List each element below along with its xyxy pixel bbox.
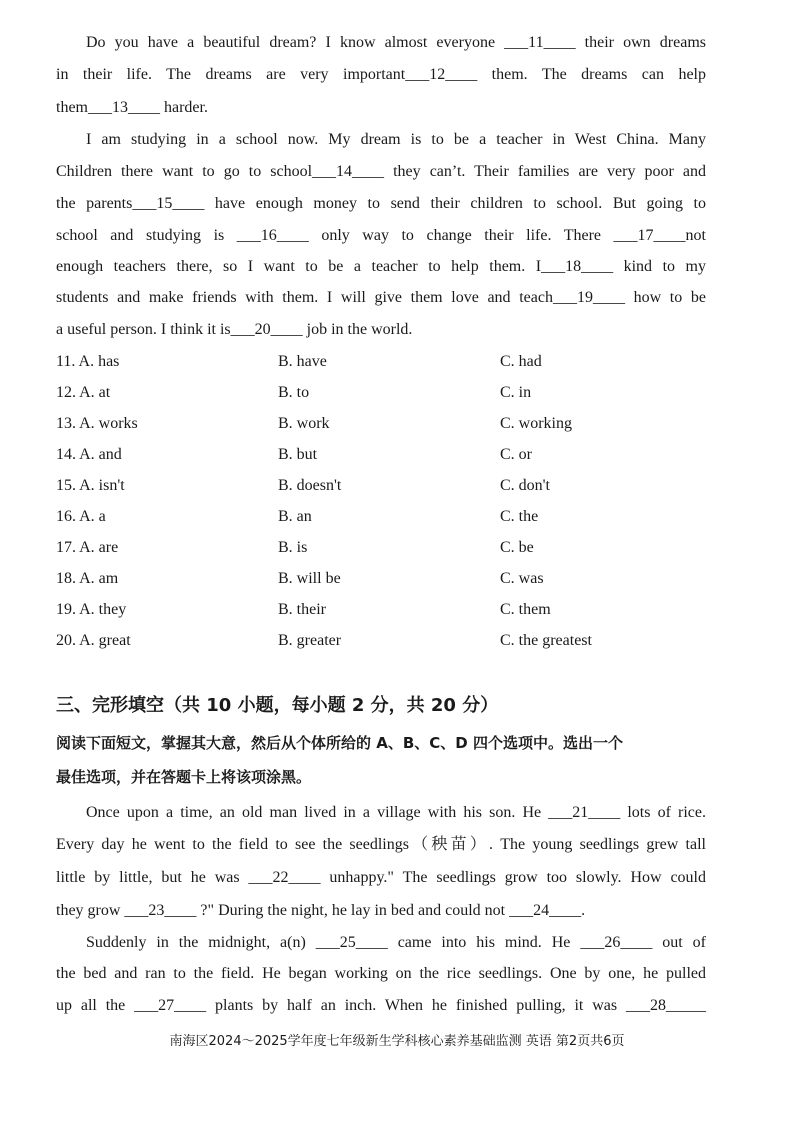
passage2-line-6: the bed and ran to the field. He began working on the rice seedlings. One by one, he pulled	[56, 965, 706, 982]
passage2-line-7: up all the ___27____ plants by half an inch. When he finished pulling, it was ___28_____	[56, 997, 706, 1014]
option-c: C. or	[500, 446, 532, 463]
option-c: C. was	[500, 570, 544, 587]
passage1-line-1: Do you have a beautiful dream? I know almost everyone ___11____ their own dreams	[86, 34, 706, 51]
option-row-12	[56, 383, 706, 403]
option-a: 19. A. they	[56, 601, 127, 618]
option-row-14	[56, 445, 706, 465]
option-a: 13. A. works	[56, 415, 138, 432]
passage1-line-2: in their life. The dreams are very important___12____ them. The dreams can help	[56, 66, 706, 83]
passage2-line-3: little by little, but he was ___22____ unhappy." The seedlings grow too slowly. How could	[56, 869, 706, 886]
passage1-line-6: the parents___15____ have enough money to send their children to school. But going to	[56, 195, 706, 212]
passage1-line-9: students and make friends with them. I will give them love and teach___19____ how to be	[56, 289, 706, 306]
option-row-18	[56, 569, 706, 589]
passage2-line-5: Suddenly in the midnight, a(n) ___25____ came into his mind. He ___26____ out of	[86, 934, 706, 951]
passage1-line-3: them___13____ harder.	[56, 99, 208, 116]
option-c: C. them	[500, 601, 551, 618]
option-c: C. working	[500, 415, 572, 432]
option-b: B. doesn't	[278, 477, 342, 494]
option-a: 18. A. am	[56, 570, 119, 587]
option-row-16	[56, 507, 706, 527]
section-heading: 三、完形填空（共 10 小题，每小题 2 分，共 20 分）	[56, 695, 499, 716]
instruction-line-2: 最佳选项，并在答题卡上将该项涂黑。	[56, 768, 312, 786]
option-b: B. but	[278, 446, 318, 463]
option-row-11	[56, 352, 706, 372]
option-b: B. will be	[278, 570, 341, 587]
option-b: B. their	[278, 601, 326, 618]
option-b: B. work	[278, 415, 330, 432]
option-c: C. in	[500, 384, 532, 401]
option-a: 12. A. at	[56, 384, 111, 401]
option-a: 20. A. great	[56, 632, 131, 649]
option-row-17	[56, 538, 706, 558]
option-a: 15. A. isn't	[56, 477, 125, 494]
option-c: C. don't	[500, 477, 550, 494]
option-row-19	[56, 600, 706, 620]
instruction-line-1: 阅读下面短文，掌握其大意，然后从个体所给的 A、B、C、D 四个选项中。选出一个	[56, 734, 623, 752]
passage2-line-4: they grow ___23____ ?" During the night, he lay in bed and could not ___24____.	[56, 902, 586, 919]
passage1-line-4: I am studying in a school now. My dream is to be a teacher in West China. Many	[86, 131, 706, 148]
option-c: C. the	[500, 508, 539, 525]
option-b: B. to	[278, 384, 310, 401]
option-c: C. had	[500, 353, 542, 370]
option-row-15	[56, 476, 706, 496]
passage2-line-2: Every day he went to the field to see the seedlings（秧苗）. The young seedlings grew tall	[56, 836, 706, 853]
option-a: 17. A. are	[56, 539, 119, 556]
passage1-line-7: school and studying is ___16____ only way to change their life. There ___17____not	[56, 227, 706, 244]
option-c: C. the greatest	[500, 632, 592, 649]
passage1-line-10: a useful person. I think it is___20____ job in the world.	[56, 321, 413, 338]
option-b: B. have	[278, 353, 327, 370]
option-a: 11. A. has	[56, 353, 120, 370]
option-a: 16. A. a	[56, 508, 106, 525]
option-b: B. greater	[278, 632, 342, 649]
page-footer: 南海区2024～2025学年度七年级新生学科核心素养基础监测 英语 第2页共6页	[169, 1034, 625, 1049]
option-row-13	[56, 414, 706, 434]
option-row-20	[56, 631, 706, 651]
option-b: B. an	[278, 508, 312, 525]
option-a: 14. A. and	[56, 446, 122, 463]
passage2-line-1: Once upon a time, an old man lived in a village with his son. He ___21____ lots of rice.	[86, 804, 706, 821]
passage1-line-8: enough teachers there, so I want to be a teacher to help them. I___18____ kind to my	[56, 258, 706, 275]
option-b: B. is	[278, 539, 308, 556]
option-c: C. be	[500, 539, 534, 556]
passage1-line-5: Children there want to go to school___14____ they can’t. Their families are very poor and	[56, 163, 706, 180]
